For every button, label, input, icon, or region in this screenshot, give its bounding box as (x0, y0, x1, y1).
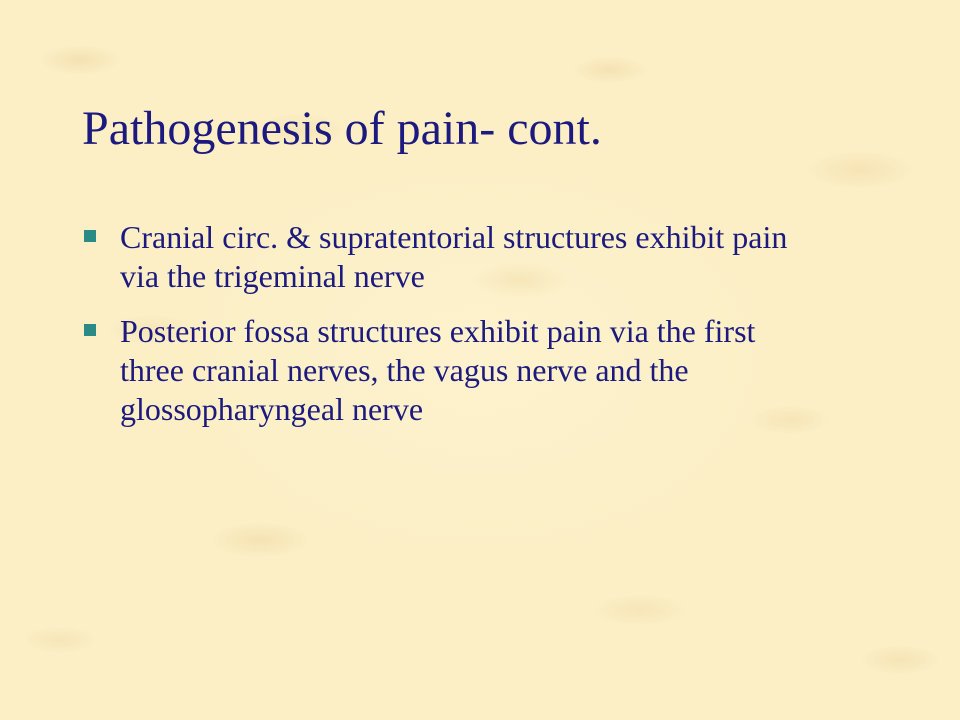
bullet-text: Posterior fossa structures exhibit pain via the first three cranial nerves, the vagus nerve and the glossopharyngeal nerve (120, 313, 756, 427)
square-bullet-icon (84, 324, 96, 336)
bullet-item (84, 312, 804, 429)
bullet-text: Cranial circ. & supratentorial structures exhibit pain via the trigeminal nerve (120, 219, 788, 294)
bullet-item (84, 218, 804, 296)
square-bullet-icon (84, 230, 96, 242)
slide-title: Pathogenesis of pain- cont. (82, 102, 602, 155)
bullet-list (84, 218, 804, 445)
